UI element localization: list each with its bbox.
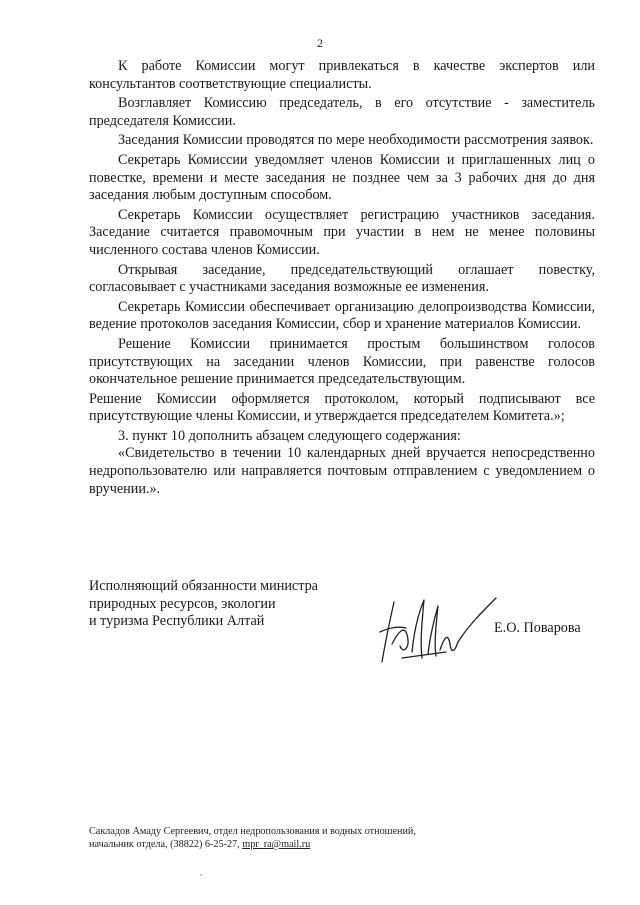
handwritten-signature (372, 592, 502, 672)
signatory-title-line: и туризма Республики Алтай (89, 613, 265, 630)
executor-email: mpr_ra@mail.ru (242, 839, 311, 850)
paragraph: Решение Комиссии принимается простым большинством голосов присутствующих на заседании членов Комиссии, при равенстве голосов окончательное решение принимается председательствующим. (89, 335, 595, 388)
paragraph: Секретарь Комиссии обеспечивает организацию делопроизводства Комиссии, ведение протоколов заседания Комиссии, сбор и хранение материалов Комиссии. (89, 298, 595, 333)
paragraph: «Свидетельство в течении 10 календарных дней вручается непосредственно недропользователю или направляется почтовым отправлением с уведомлением о вручении.». (89, 445, 595, 497)
paragraph: Секретарь Комиссии осуществляет регистрацию участников заседания. Заседание считается правомочным при участии в нем не менее половины численного состава членов Комиссии. (89, 206, 595, 258)
executor-line (89, 838, 509, 851)
scan-speck: , (200, 868, 202, 877)
signatory-title-line: Исполняющий обязанности министра (89, 578, 318, 594)
paragraph: Возглавляет Комиссию председатель, в его отсутствие - заместитель председателя Комиссии. (89, 95, 595, 129)
page-number: 2 (317, 36, 323, 50)
executor-info (89, 825, 509, 851)
executor-contact: начальник отдела, (38822) 6-25-27, (89, 839, 243, 850)
document-body (89, 58, 595, 498)
paragraph: 3. пункт 10 дополнить абзацем следующего содержания: (118, 427, 461, 444)
executor-line: Сакладов Амаду Сергеевич, отдел недропользования и водных отношений, (89, 826, 416, 837)
paragraph: К работе Комиссии могут привлекаться в качестве экспертов или консультантов соответствующие специалисты. (89, 58, 595, 92)
signatory-name: Е.О. Поварова (494, 620, 581, 636)
paragraph: Открывая заседание, председательствующий оглашает повестку, согласовывает с участниками заседания возможные ее изменения. (89, 261, 595, 296)
signatory-title-line: природных ресурсов, экологии (89, 595, 276, 612)
signatory-title (89, 578, 389, 631)
paragraph: Решение Комиссии оформляется протоколом, который подписывают все присутствующие члены Комиссии, и утверждается председателем Комитета.»; (89, 390, 595, 425)
paragraph: Заседания Комиссии проводятся по мере необходимости рассмотрения заявок. (118, 132, 594, 149)
paragraph: Секретарь Комиссии уведомляет членов Комиссии и приглашенных лиц о повестке, времени и месте заседания не позднее чем за 3 рабочих дня до дня заседания любым доступным способом. (89, 151, 595, 204)
